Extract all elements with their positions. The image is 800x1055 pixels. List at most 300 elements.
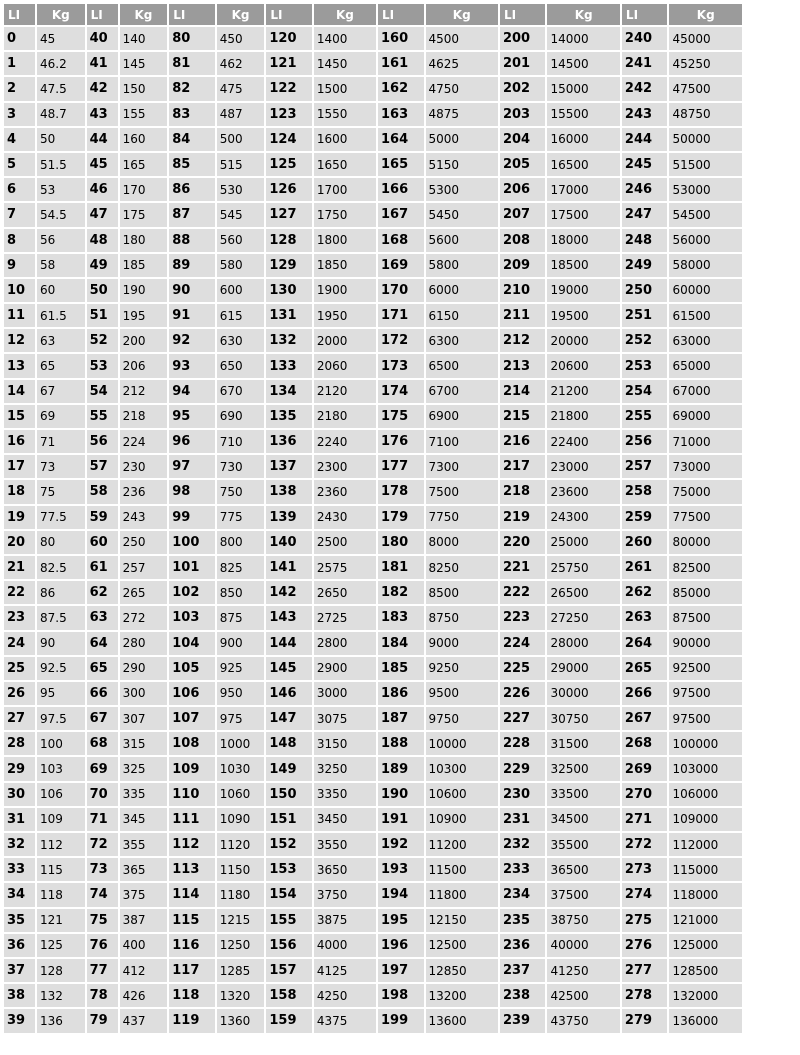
kg-value-cell: 34500 <box>547 808 619 831</box>
kg-value-cell: 3150 <box>314 732 376 755</box>
load-index-cell: 241 <box>622 52 668 75</box>
load-index-cell: 122 <box>266 77 312 100</box>
kg-value-cell: 1360 <box>217 1009 265 1032</box>
load-index-cell: 276 <box>622 934 668 957</box>
load-index-cell: 128 <box>266 229 312 252</box>
table-row <box>4 883 742 906</box>
load-index-cell: 252 <box>622 329 668 352</box>
kg-value-cell: 4125 <box>314 959 376 982</box>
load-index-cell: 60 <box>87 531 118 554</box>
kg-value-cell: 19000 <box>547 279 619 302</box>
kg-value-cell: 190 <box>120 279 168 302</box>
load-index-cell: 19 <box>4 506 35 529</box>
kg-value-cell: 1550 <box>314 103 376 126</box>
load-index-cell: 178 <box>378 480 424 503</box>
load-index-cell: 277 <box>622 959 668 982</box>
kg-value-cell: 1000 <box>217 732 265 755</box>
kg-value-cell: 175 <box>120 203 168 226</box>
kg-value-cell: 155 <box>120 103 168 126</box>
load-index-cell: 239 <box>500 1009 546 1032</box>
load-index-cell: 43 <box>87 103 118 126</box>
load-index-cell: 172 <box>378 329 424 352</box>
load-index-cell: 263 <box>622 606 668 629</box>
kg-value-cell: 6700 <box>426 380 498 403</box>
load-index-cell: 268 <box>622 732 668 755</box>
load-index-cell: 56 <box>87 430 118 453</box>
load-index-cell: 152 <box>266 833 312 856</box>
load-index-cell: 151 <box>266 808 312 831</box>
load-index-cell: 175 <box>378 405 424 428</box>
load-index-cell: 47 <box>87 203 118 226</box>
load-index-cell: 118 <box>169 984 215 1007</box>
load-index-cell: 258 <box>622 480 668 503</box>
kg-value-cell: 365 <box>120 858 168 881</box>
load-index-cell: 37 <box>4 959 35 982</box>
kg-value-cell: 5450 <box>426 203 498 226</box>
table-row <box>4 581 742 604</box>
kg-value-cell: 185 <box>120 254 168 277</box>
load-index-cell: 231 <box>500 808 546 831</box>
load-index-cell: 20 <box>4 531 35 554</box>
load-index-cell: 173 <box>378 354 424 377</box>
kg-value-cell: 35500 <box>547 833 619 856</box>
kg-value-cell: 90000 <box>669 632 742 655</box>
kg-value-cell: 132000 <box>669 984 742 1007</box>
load-index-cell: 86 <box>169 178 215 201</box>
kg-value-cell: 1320 <box>217 984 265 1007</box>
load-index-cell: 40 <box>87 27 118 50</box>
load-index-cell: 270 <box>622 783 668 806</box>
kg-value-cell: 10300 <box>426 757 498 780</box>
kg-value-cell: 125000 <box>669 934 742 957</box>
load-index-cell: 226 <box>500 682 546 705</box>
kg-value-cell: 6150 <box>426 304 498 327</box>
kg-value-cell: 180 <box>120 229 168 252</box>
kg-value-cell: 115000 <box>669 858 742 881</box>
load-index-cell: 162 <box>378 77 424 100</box>
load-index-cell: 110 <box>169 783 215 806</box>
load-index-cell: 103 <box>169 606 215 629</box>
kg-value-cell: 65 <box>37 354 85 377</box>
kg-value-cell: 45000 <box>669 27 742 50</box>
load-index-cell: 213 <box>500 354 546 377</box>
kg-value-cell: 2725 <box>314 606 376 629</box>
load-index-cell: 104 <box>169 632 215 655</box>
table-row <box>4 229 742 252</box>
kg-value-cell: 2650 <box>314 581 376 604</box>
table-row <box>4 329 742 352</box>
load-index-cell: 216 <box>500 430 546 453</box>
load-index-cell: 238 <box>500 984 546 1007</box>
kg-value-cell: 118000 <box>669 883 742 906</box>
kg-value-cell: 487 <box>217 103 265 126</box>
kg-value-cell: 375 <box>120 883 168 906</box>
kg-value-cell: 85000 <box>669 581 742 604</box>
kg-value-cell: 118 <box>37 883 85 906</box>
table-row <box>4 354 742 377</box>
kg-value-cell: 18000 <box>547 229 619 252</box>
kg-value-cell: 100 <box>37 732 85 755</box>
kg-value-cell: 16000 <box>547 128 619 151</box>
load-index-cell: 34 <box>4 883 35 906</box>
kg-value-cell: 82.5 <box>37 556 85 579</box>
kg-value-cell: 1120 <box>217 833 265 856</box>
table-row <box>4 480 742 503</box>
kg-value-cell: 170 <box>120 178 168 201</box>
load-index-cell: 233 <box>500 858 546 881</box>
kg-value-cell: 1180 <box>217 883 265 906</box>
load-index-cell: 232 <box>500 833 546 856</box>
load-index-cell: 124 <box>266 128 312 151</box>
load-index-cell: 7 <box>4 203 35 226</box>
load-index-cell: 133 <box>266 354 312 377</box>
load-index-cell: 107 <box>169 707 215 730</box>
kg-value-cell: 1750 <box>314 203 376 226</box>
table-row <box>4 732 742 755</box>
load-index-cell: 130 <box>266 279 312 302</box>
kg-value-cell: 8750 <box>426 606 498 629</box>
kg-value-cell: 17000 <box>547 178 619 201</box>
kg-value-cell: 230 <box>120 455 168 478</box>
load-index-cell: 21 <box>4 556 35 579</box>
kg-value-cell: 2180 <box>314 405 376 428</box>
kg-value-cell: 54500 <box>669 203 742 226</box>
load-index-cell: 176 <box>378 430 424 453</box>
table-row <box>4 934 742 957</box>
load-index-cell: 158 <box>266 984 312 1007</box>
kg-value-cell: 345 <box>120 808 168 831</box>
kg-value-cell: 975 <box>217 707 265 730</box>
kg-value-cell: 128500 <box>669 959 742 982</box>
kg-value-cell: 97.5 <box>37 707 85 730</box>
kg-value-cell: 17500 <box>547 203 619 226</box>
kg-value-cell: 145 <box>120 52 168 75</box>
load-index-cell: 32 <box>4 833 35 856</box>
table-row <box>4 1009 742 1032</box>
load-index-cell: 245 <box>622 153 668 176</box>
kg-value-cell: 9750 <box>426 707 498 730</box>
load-index-cell: 52 <box>87 329 118 352</box>
load-index-cell: 204 <box>500 128 546 151</box>
load-index-cell: 192 <box>378 833 424 856</box>
load-index-cell: 42 <box>87 77 118 100</box>
load-index-cell: 22 <box>4 581 35 604</box>
kg-value-cell: 925 <box>217 657 265 680</box>
kg-value-cell: 325 <box>120 757 168 780</box>
load-index-cell: 271 <box>622 808 668 831</box>
load-index-cell: 274 <box>622 883 668 906</box>
load-index-cell: 137 <box>266 455 312 478</box>
load-index-cell: 23 <box>4 606 35 629</box>
load-index-cell: 140 <box>266 531 312 554</box>
kg-value-cell: 2575 <box>314 556 376 579</box>
kg-value-cell: 77.5 <box>37 506 85 529</box>
table-row <box>4 455 742 478</box>
kg-value-cell: 2800 <box>314 632 376 655</box>
kg-column-header: Kg <box>426 4 498 25</box>
kg-value-cell: 80 <box>37 531 85 554</box>
load-index-cell: 235 <box>500 909 546 932</box>
load-index-cell: 211 <box>500 304 546 327</box>
kg-value-cell: 11200 <box>426 833 498 856</box>
kg-value-cell: 25000 <box>547 531 619 554</box>
load-index-cell: 190 <box>378 783 424 806</box>
load-index-cell: 188 <box>378 732 424 755</box>
kg-value-cell: 710 <box>217 430 265 453</box>
table-row <box>4 984 742 1007</box>
load-index-cell: 179 <box>378 506 424 529</box>
load-index-cell: 164 <box>378 128 424 151</box>
kg-value-cell: 530 <box>217 178 265 201</box>
kg-value-cell: 67000 <box>669 380 742 403</box>
kg-value-cell: 13600 <box>426 1009 498 1032</box>
kg-value-cell: 25750 <box>547 556 619 579</box>
load-index-cell: 68 <box>87 732 118 755</box>
load-index-cell: 11 <box>4 304 35 327</box>
load-index-cell: 102 <box>169 581 215 604</box>
load-index-cell: 82 <box>169 77 215 100</box>
kg-value-cell: 19500 <box>547 304 619 327</box>
kg-value-cell: 58000 <box>669 254 742 277</box>
kg-value-cell: 18500 <box>547 254 619 277</box>
kg-value-cell: 2000 <box>314 329 376 352</box>
kg-value-cell: 2500 <box>314 531 376 554</box>
kg-value-cell: 51.5 <box>37 153 85 176</box>
load-index-cell: 184 <box>378 632 424 655</box>
table-row <box>4 380 742 403</box>
load-index-cell: 228 <box>500 732 546 755</box>
load-index-cell: 63 <box>87 606 118 629</box>
kg-value-cell: 236 <box>120 480 168 503</box>
kg-value-cell: 437 <box>120 1009 168 1032</box>
load-index-cell: 224 <box>500 632 546 655</box>
kg-value-cell: 1900 <box>314 279 376 302</box>
kg-value-cell: 60 <box>37 279 85 302</box>
kg-value-cell: 11500 <box>426 858 498 881</box>
table-row <box>4 506 742 529</box>
kg-value-cell: 63 <box>37 329 85 352</box>
load-index-cell: 150 <box>266 783 312 806</box>
kg-value-cell: 11800 <box>426 883 498 906</box>
kg-value-cell: 21800 <box>547 405 619 428</box>
load-index-cell: 2 <box>4 77 35 100</box>
load-index-cell: 243 <box>622 103 668 126</box>
kg-value-cell: 1060 <box>217 783 265 806</box>
load-index-cell: 255 <box>622 405 668 428</box>
load-index-cell: 61 <box>87 556 118 579</box>
kg-value-cell: 15500 <box>547 103 619 126</box>
load-index-cell: 250 <box>622 279 668 302</box>
kg-value-cell: 9000 <box>426 632 498 655</box>
kg-value-cell: 10000 <box>426 732 498 755</box>
load-index-cell: 159 <box>266 1009 312 1032</box>
kg-value-cell: 20000 <box>547 329 619 352</box>
kg-value-cell: 560 <box>217 229 265 252</box>
kg-value-cell: 51500 <box>669 153 742 176</box>
table-row <box>4 430 742 453</box>
table-row <box>4 556 742 579</box>
kg-value-cell: 106000 <box>669 783 742 806</box>
load-index-cell: 253 <box>622 354 668 377</box>
load-index-cell: 169 <box>378 254 424 277</box>
load-index-cell: 170 <box>378 279 424 302</box>
load-index-cell: 183 <box>378 606 424 629</box>
load-index-cell: 76 <box>87 934 118 957</box>
kg-value-cell: 1150 <box>217 858 265 881</box>
kg-value-cell: 53000 <box>669 178 742 201</box>
kg-value-cell: 20600 <box>547 354 619 377</box>
kg-value-cell: 65000 <box>669 354 742 377</box>
kg-value-cell: 75 <box>37 480 85 503</box>
load-index-cell: 75 <box>87 909 118 932</box>
load-index-cell: 85 <box>169 153 215 176</box>
load-index-cell: 244 <box>622 128 668 151</box>
load-index-cell: 57 <box>87 455 118 478</box>
load-index-cell: 139 <box>266 506 312 529</box>
load-index-cell: 72 <box>87 833 118 856</box>
load-index-cell: 237 <box>500 959 546 982</box>
kg-value-cell: 2240 <box>314 430 376 453</box>
kg-value-cell: 6300 <box>426 329 498 352</box>
load-index-cell: 234 <box>500 883 546 906</box>
kg-value-cell: 4250 <box>314 984 376 1007</box>
load-index-cell: 230 <box>500 783 546 806</box>
kg-value-cell: 73000 <box>669 455 742 478</box>
table-row <box>4 128 742 151</box>
kg-value-cell: 1650 <box>314 153 376 176</box>
load-index-cell: 62 <box>87 581 118 604</box>
load-index-cell: 46 <box>87 178 118 201</box>
load-index-cell: 26 <box>4 682 35 705</box>
load-index-cell: 206 <box>500 178 546 201</box>
load-index-cell: 182 <box>378 581 424 604</box>
kg-value-cell: 13200 <box>426 984 498 1007</box>
kg-value-cell: 545 <box>217 203 265 226</box>
kg-value-cell: 1700 <box>314 178 376 201</box>
kg-value-cell: 27250 <box>547 606 619 629</box>
table-row <box>4 606 742 629</box>
kg-value-cell: 63000 <box>669 329 742 352</box>
kg-value-cell: 500 <box>217 128 265 151</box>
load-index-cell: 207 <box>500 203 546 226</box>
kg-value-cell: 30750 <box>547 707 619 730</box>
load-index-cell: 177 <box>378 455 424 478</box>
load-index-cell: 191 <box>378 808 424 831</box>
kg-value-cell: 426 <box>120 984 168 1007</box>
kg-value-cell: 4750 <box>426 77 498 100</box>
load-index-cell: 143 <box>266 606 312 629</box>
kg-value-cell: 265 <box>120 581 168 604</box>
kg-value-cell: 56000 <box>669 229 742 252</box>
kg-value-cell: 53 <box>37 178 85 201</box>
kg-value-cell: 875 <box>217 606 265 629</box>
load-index-cell: 114 <box>169 883 215 906</box>
load-index-cell: 257 <box>622 455 668 478</box>
load-index-cell: 35 <box>4 909 35 932</box>
kg-value-cell: 50 <box>37 128 85 151</box>
kg-value-cell: 8250 <box>426 556 498 579</box>
load-index-cell: 155 <box>266 909 312 932</box>
kg-value-cell: 58 <box>37 254 85 277</box>
load-index-cell: 41 <box>87 52 118 75</box>
load-index-cell: 9 <box>4 254 35 277</box>
kg-value-cell: 41250 <box>547 959 619 982</box>
load-index-cell: 67 <box>87 707 118 730</box>
load-index-cell: 242 <box>622 77 668 100</box>
load-index-cell: 53 <box>87 354 118 377</box>
load-index-cell: 91 <box>169 304 215 327</box>
load-index-cell: 0 <box>4 27 35 50</box>
load-index-cell: 90 <box>169 279 215 302</box>
load-index-cell: 84 <box>169 128 215 151</box>
load-index-cell: 153 <box>266 858 312 881</box>
load-index-cell: 141 <box>266 556 312 579</box>
load-index-cell: 129 <box>266 254 312 277</box>
load-index-cell: 58 <box>87 480 118 503</box>
kg-value-cell: 224 <box>120 430 168 453</box>
load-index-cell: 79 <box>87 1009 118 1032</box>
load-index-cell: 116 <box>169 934 215 957</box>
load-index-cell: 148 <box>266 732 312 755</box>
load-index-cell: 16 <box>4 430 35 453</box>
kg-value-cell: 4375 <box>314 1009 376 1032</box>
li-column-header: LI <box>378 4 424 25</box>
kg-value-cell: 90 <box>37 632 85 655</box>
kg-value-cell: 3075 <box>314 707 376 730</box>
kg-value-cell: 75000 <box>669 480 742 503</box>
load-index-cell: 24 <box>4 632 35 655</box>
kg-value-cell: 115 <box>37 858 85 881</box>
kg-value-cell: 69 <box>37 405 85 428</box>
kg-value-cell: 23600 <box>547 480 619 503</box>
load-index-cell: 262 <box>622 581 668 604</box>
kg-value-cell: 15000 <box>547 77 619 100</box>
load-index-cell: 134 <box>266 380 312 403</box>
load-index-cell: 101 <box>169 556 215 579</box>
kg-value-cell: 14000 <box>547 27 619 50</box>
load-index-cell: 3 <box>4 103 35 126</box>
load-index-cell: 157 <box>266 959 312 982</box>
kg-value-cell: 6000 <box>426 279 498 302</box>
load-index-cell: 119 <box>169 1009 215 1032</box>
load-index-cell: 136 <box>266 430 312 453</box>
kg-value-cell: 38750 <box>547 909 619 932</box>
load-index-cell: 44 <box>87 128 118 151</box>
kg-value-cell: 280 <box>120 632 168 655</box>
kg-value-cell: 8000 <box>426 531 498 554</box>
load-index-cell: 96 <box>169 430 215 453</box>
kg-value-cell: 61500 <box>669 304 742 327</box>
load-index-cell: 256 <box>622 430 668 453</box>
kg-value-cell: 400 <box>120 934 168 957</box>
table-row <box>4 304 742 327</box>
kg-value-cell: 31500 <box>547 732 619 755</box>
load-index-cell: 167 <box>378 203 424 226</box>
table-row <box>4 254 742 277</box>
kg-value-cell: 26500 <box>547 581 619 604</box>
load-index-cell: 123 <box>266 103 312 126</box>
kg-value-cell: 16500 <box>547 153 619 176</box>
table-row <box>4 77 742 100</box>
kg-value-cell: 315 <box>120 732 168 755</box>
kg-value-cell: 1090 <box>217 808 265 831</box>
kg-value-cell: 5150 <box>426 153 498 176</box>
kg-value-cell: 1250 <box>217 934 265 957</box>
load-index-cell: 29 <box>4 757 35 780</box>
kg-value-cell: 3875 <box>314 909 376 932</box>
load-index-cell: 30 <box>4 783 35 806</box>
load-index-cell: 146 <box>266 682 312 705</box>
